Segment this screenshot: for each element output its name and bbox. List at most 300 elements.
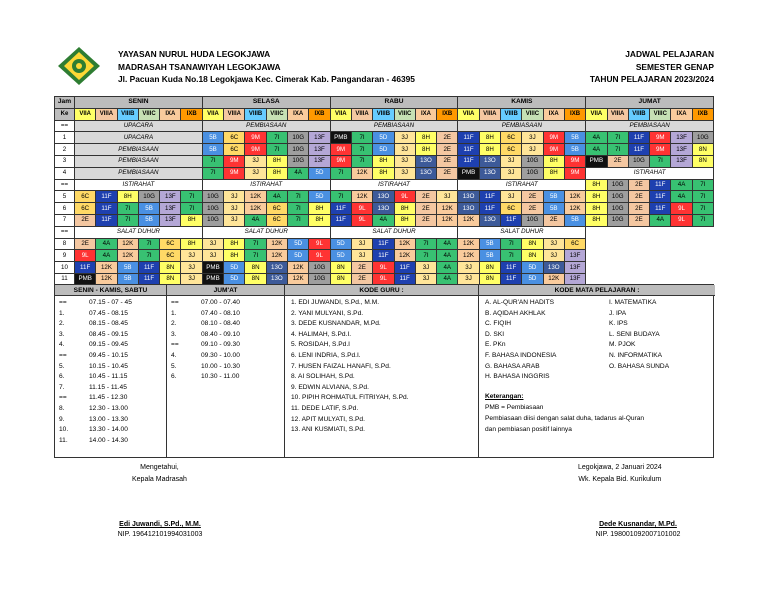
lesson-cell: 12K [543, 273, 564, 285]
lesson-cell: PMB [330, 132, 351, 144]
lesson-cell: 4A [650, 214, 671, 226]
time-range: 10.45 - 11.15 [89, 373, 128, 381]
lesson-cell: 11F [394, 273, 415, 285]
subject-codes-header: KODE MATA PELAJARAN : [479, 285, 715, 296]
lesson-cell: 7I [288, 191, 309, 203]
pembiasaan-span: PEMBIASAAN [330, 120, 458, 132]
lesson-cell: 9M [224, 155, 245, 167]
class-header: IXB [692, 108, 713, 120]
lesson-cell: 8H [586, 203, 607, 215]
lesson-cell: 9M [330, 144, 351, 156]
lesson-cell: 5D [373, 132, 394, 144]
class-header: VIIIA [224, 108, 245, 120]
lesson-cell: 7I [501, 238, 522, 250]
salat-span: SALAT DUHUR [75, 226, 203, 238]
time-number: 2. [59, 320, 65, 328]
time-number: == [171, 341, 179, 349]
lesson-cell: 7I [607, 144, 628, 156]
lesson-cell: PMB [586, 155, 607, 167]
teacher-codes [285, 285, 479, 457]
lesson-cell: 11F [501, 273, 522, 285]
lesson-cell: 8H [394, 214, 415, 226]
lesson-cell: 8H [117, 191, 138, 203]
lesson-cell: 13F [160, 214, 181, 226]
subject-item: C. FIQIH [485, 320, 512, 328]
right-signer-name: Dede Kusnandar, M.Pd. [599, 521, 677, 528]
lesson-cell: 11F [96, 214, 117, 226]
lesson-cell: 4A [586, 144, 607, 156]
lesson-cell: 9L [373, 273, 394, 285]
lesson-cell: 8N [330, 273, 351, 285]
right-footer [578, 462, 662, 486]
lesson-cell: 4A [266, 191, 287, 203]
class-header: VIIA [586, 108, 607, 120]
lesson-cell: 9M [650, 144, 671, 156]
lesson-cell: 9M [245, 144, 266, 156]
lesson-cell: 12K [351, 167, 372, 179]
lesson-cell: 4A [373, 214, 394, 226]
lesson-cell: 8H [224, 238, 245, 250]
lesson-cell: 3J [245, 155, 266, 167]
lesson-cell: 7I [415, 250, 436, 262]
lesson-cell: 12K [458, 250, 479, 262]
time-range: 10.00 - 10.30 [201, 362, 240, 370]
subject-item: N. INFORMATIKA [609, 352, 662, 359]
left-footer [132, 462, 187, 486]
lesson-cell: 3J [394, 167, 415, 179]
time-range: 08.10 - 08.40 [201, 320, 240, 328]
lesson-cell: 9M [245, 132, 266, 144]
lesson-cell: 9L [309, 250, 330, 262]
lesson-cell: 2E [75, 238, 96, 250]
lesson-cell: 3J [202, 250, 223, 262]
lesson-cell: 13F [564, 262, 585, 274]
lesson-cell: 3J [458, 262, 479, 274]
lesson-cell: 7I [692, 191, 713, 203]
lesson-cell: 3J [394, 144, 415, 156]
class-header: VIIIB [628, 108, 649, 120]
lesson-cell: 8N [522, 238, 543, 250]
lesson-cell: 3J [501, 191, 522, 203]
class-header: VIIIA [607, 108, 628, 120]
time-range: 07.00 - 07.40 [201, 299, 240, 306]
lesson-cell: 4A [437, 250, 458, 262]
lesson-cell: 11F [628, 132, 649, 144]
time-friday-header: JUM'AT [167, 285, 284, 296]
lesson-cell: PMB [202, 273, 223, 285]
lesson-cell: 8H [479, 144, 500, 156]
lesson-cell: 2E [437, 167, 458, 179]
lesson-cell: 7I [692, 214, 713, 226]
lesson-cell: 8N [479, 262, 500, 274]
time-range: 10.30 - 11.00 [201, 373, 240, 381]
salat-span: SALAT DUHUR [202, 226, 330, 238]
time-number: 9. [59, 415, 65, 423]
lesson-cell: 10G [138, 191, 159, 203]
subject-item: B. AQIDAH AKHLAK [485, 309, 546, 317]
teacher-item: 4. HALIMAH, S.Pd.I. [291, 330, 352, 338]
lesson-cell: 3J [458, 273, 479, 285]
time-friday [167, 285, 285, 457]
salat-span: SALAT DUHUR [330, 226, 458, 238]
left-signer-name: Edi Juwandi, S.Pd., M.M. [119, 521, 201, 528]
lesson-cell: 9M [650, 132, 671, 144]
lesson-cell: 5B [564, 214, 585, 226]
lesson-cell: 5B [564, 144, 585, 156]
lesson-cell: 12K [351, 191, 372, 203]
subject-item: G. BAHASA ARAB [485, 362, 540, 370]
lesson-cell: 8H [373, 155, 394, 167]
lesson-cell: 11F [138, 273, 159, 285]
lesson-cell: 10G [202, 203, 223, 215]
lesson-cell: 6C [224, 132, 245, 144]
row-number: == [55, 179, 75, 191]
lesson-cell: 11F [650, 203, 671, 215]
time-number: 4. [59, 341, 65, 349]
schedule-table-wrap [54, 96, 714, 286]
lesson-cell: 2E [437, 132, 458, 144]
lesson-cell: 9L [394, 191, 415, 203]
lesson-cell: 2E [437, 155, 458, 167]
lesson-cell: 2E [543, 214, 564, 226]
class-header: VIIA [458, 108, 479, 120]
time-range: 13.00 - 13.30 [89, 415, 128, 423]
class-header: VIIA [202, 108, 223, 120]
lesson-cell: 12K [266, 238, 287, 250]
class-header: IXA [288, 108, 309, 120]
note-title: Keterangan: [485, 393, 524, 400]
day-header: RABU [330, 97, 458, 109]
row-number: 2 [55, 144, 75, 156]
lesson-cell: 5B [202, 132, 223, 144]
teacher-item: 1. EDI JUWANDI, S.Pd., M.M. [291, 299, 380, 306]
lesson-cell: 10G [288, 132, 309, 144]
time-number: 10. [59, 426, 69, 434]
lesson-cell: 8N [245, 262, 266, 274]
lesson-cell: 12K [458, 238, 479, 250]
lesson-cell: 3J [181, 273, 202, 285]
lesson-cell: 11F [479, 203, 500, 215]
istirahat-span: ISTIRAHAT [458, 179, 586, 191]
lesson-cell: 9M [564, 155, 585, 167]
lesson-cell: PMB [458, 167, 479, 179]
lesson-cell: 5D [224, 273, 245, 285]
lesson-cell: 5B [117, 273, 138, 285]
lesson-cell: 9M [564, 167, 585, 179]
lesson-cell: 11F [96, 203, 117, 215]
lesson-cell: 8N [522, 250, 543, 262]
lesson-cell: 5D [373, 144, 394, 156]
info-panel [54, 284, 714, 458]
lesson-cell: 7I [181, 203, 202, 215]
lesson-cell: 8H [394, 203, 415, 215]
lesson-cell: 3J [415, 273, 436, 285]
lesson-cell: 5D [330, 238, 351, 250]
lesson-cell: 3J [522, 132, 543, 144]
subject-item: A. AL-QUR'AN HADITS [485, 299, 555, 306]
lesson-cell: 7I [117, 214, 138, 226]
class-header: VIIIC [394, 108, 415, 120]
lesson-cell: 4A [96, 250, 117, 262]
lesson-cell: 7I [330, 167, 351, 179]
lesson-cell: 10G [607, 203, 628, 215]
time-range: 09.10 - 09.30 [201, 341, 240, 349]
time-range: 07.15 - 07 - 45 [89, 299, 132, 306]
row-number: == [55, 120, 75, 132]
lesson-cell: 13F [309, 144, 330, 156]
class-header: VIIA [330, 108, 351, 120]
pembiasaan-span: PEMBIASAAN [458, 120, 586, 132]
lesson-cell: 5B [543, 191, 564, 203]
lesson-cell: 2E [607, 155, 628, 167]
row-number: 3 [55, 155, 75, 167]
lesson-cell: 13O [415, 155, 436, 167]
lesson-cell: 9M [543, 144, 564, 156]
lesson-cell: 3J [351, 238, 372, 250]
lesson-cell: 6C [266, 214, 287, 226]
lesson-cell: 3J [501, 155, 522, 167]
time-mon-thu-header: SENIN - KAMIS, SABTU [55, 285, 166, 296]
class-header: IXB [437, 108, 458, 120]
time-number: 6. [171, 373, 177, 381]
lesson-cell: 7I [117, 203, 138, 215]
lesson-cell: 11F [75, 262, 96, 274]
lesson-cell: 12K [564, 203, 585, 215]
lesson-cell: 8H [479, 132, 500, 144]
lesson-cell: 13O [458, 203, 479, 215]
teacher-item: 10. PIPIH ROHMATUL FITRIYAH, S.Pd. [291, 394, 409, 402]
teacher-codes-header: KODE GURU : [285, 285, 478, 296]
note-1: PMB = Pembiasaan [485, 404, 544, 411]
lesson-cell: 3J [543, 238, 564, 250]
document-title [590, 48, 714, 86]
lesson-cell: 6C [564, 238, 585, 250]
lesson-cell: 12K [437, 214, 458, 226]
row-number: 10 [55, 262, 75, 274]
lesson-cell: 3J [224, 203, 245, 215]
right-date: Legokjawa, 2 Januari 2024 [578, 464, 662, 471]
class-header: VIIIA [479, 108, 500, 120]
class-header: VIIIC [522, 108, 543, 120]
class-header: VIIIC [650, 108, 671, 120]
lesson-cell: 7I [288, 203, 309, 215]
time-range: 08.45 - 09.15 [89, 330, 128, 338]
class-header: VIIIB [245, 108, 266, 120]
lesson-cell: 10G [607, 191, 628, 203]
lesson-cell: 7I [415, 238, 436, 250]
lesson-cell: 13O [479, 214, 500, 226]
lesson-cell: 11F [330, 214, 351, 226]
lesson-cell: 6C [501, 203, 522, 215]
lesson-cell: 3J [181, 250, 202, 262]
span-cell: ISTIRAHAT [586, 167, 714, 179]
time-number: 5. [59, 362, 65, 370]
lesson-cell: 2E [415, 203, 436, 215]
lesson-cell: 13O [266, 262, 287, 274]
time-mon-thu [55, 285, 167, 457]
lesson-cell: 5B [117, 262, 138, 274]
row-number: 4 [55, 167, 75, 179]
lesson-cell: 6C [75, 203, 96, 215]
teacher-item: 2. YANI MULYANI, S.Pd. [291, 309, 364, 317]
lesson-cell: 13F [160, 191, 181, 203]
lesson-cell: 5D [309, 167, 330, 179]
lesson-cell: 9L [671, 203, 692, 215]
lesson-cell: 5B [479, 250, 500, 262]
time-range: 07.45 - 08.15 [89, 309, 128, 317]
lesson-cell: 5D [309, 191, 330, 203]
lesson-cell: 9L [351, 203, 372, 215]
lesson-cell: 2E [628, 214, 649, 226]
span-cell: PEMBIASAAN [75, 167, 203, 179]
lesson-cell: 10G [628, 155, 649, 167]
time-range: 09.45 - 10.15 [89, 352, 128, 359]
class-header: VIIA [75, 108, 96, 120]
class-header: IXA [160, 108, 181, 120]
lesson-cell: 11F [501, 214, 522, 226]
subject-codes [479, 285, 715, 457]
lesson-cell: 2E [522, 203, 543, 215]
lesson-cell: 4A [96, 238, 117, 250]
time-number: 2. [171, 320, 177, 328]
lesson-cell: 4A [245, 214, 266, 226]
school-logo-icon [56, 46, 102, 86]
left-signer-nip: NIP. 196412101994031003 [117, 531, 203, 538]
org-name: YAYASAN NURUL HUDA LEGOKJAWA [118, 49, 271, 59]
time-number: == [59, 299, 67, 306]
lesson-cell: 6C [75, 191, 96, 203]
lesson-cell: 8H [586, 191, 607, 203]
lesson-cell: 4A [288, 167, 309, 179]
time-range: 07.40 - 08.10 [201, 309, 240, 317]
lesson-cell: 4A [671, 179, 692, 191]
lesson-cell: 5D [288, 238, 309, 250]
school-address: Jl. Pacuan Kuda No.18 Legokjawa Kec. Cimerak Kab. Pangandaran - 46395 [118, 74, 415, 84]
lesson-cell: 10G [692, 132, 713, 144]
right-signature [578, 520, 698, 540]
lesson-cell: 13O [479, 167, 500, 179]
lesson-cell: 12K [288, 262, 309, 274]
lesson-cell: 2E [415, 191, 436, 203]
lesson-cell: 11F [458, 132, 479, 144]
subject-item: F. BAHASA INDONESIA [485, 352, 557, 359]
lesson-cell: 10G [522, 155, 543, 167]
subject-item: D. SKI [485, 330, 505, 338]
teacher-item: 8. AI SOLIHAH, S.Pd. [291, 373, 355, 381]
istirahat-span: ISTIRAHAT [202, 179, 330, 191]
lesson-cell: 3J [437, 191, 458, 203]
lesson-cell: 8N [479, 273, 500, 285]
lesson-cell: 2E [415, 214, 436, 226]
day-header: SELASA [202, 97, 330, 109]
time-range: 08.40 - 09.10 [201, 330, 240, 338]
lesson-cell: 8H [181, 238, 202, 250]
time-number: 1. [171, 309, 177, 317]
lesson-cell: 7I [650, 155, 671, 167]
lesson-cell: 3J [202, 238, 223, 250]
lesson-cell: 11F [479, 191, 500, 203]
time-range: 09.30 - 10.00 [201, 352, 240, 359]
lesson-cell: 7I [692, 179, 713, 191]
lesson-cell: 12K [564, 191, 585, 203]
time-number: 1. [59, 309, 65, 317]
lesson-cell: 7I [607, 132, 628, 144]
class-header: VIIIB [373, 108, 394, 120]
note-3: dan pembiasan positif lainnya [485, 426, 572, 433]
time-range: 12.30 - 13.00 [89, 405, 128, 412]
class-header: IXB [564, 108, 585, 120]
lesson-cell: 10G [607, 214, 628, 226]
row-number: 1 [55, 132, 75, 144]
lesson-cell: 5D [288, 250, 309, 262]
lesson-cell: 12K [245, 191, 266, 203]
row-number: 9 [55, 250, 75, 262]
lesson-cell: 13O [373, 191, 394, 203]
left-signature [100, 520, 220, 540]
lesson-cell: 12K [117, 250, 138, 262]
lesson-cell: 7I [138, 250, 159, 262]
lesson-cell: 8H [586, 179, 607, 191]
subject-item: J. IPA [609, 309, 627, 317]
lesson-cell: PMB [202, 262, 223, 274]
lesson-cell: 5B [479, 238, 500, 250]
time-number: 5. [171, 362, 177, 370]
lesson-cell: 8H [415, 144, 436, 156]
lesson-cell: 11F [96, 191, 117, 203]
teacher-item: 6. LENI INDRIA, S.Pd.I. [291, 352, 361, 359]
lesson-cell: PMB [75, 273, 96, 285]
lesson-cell: 3J [415, 262, 436, 274]
lesson-cell: 7I [138, 238, 159, 250]
subject-item: O. BAHASA SUNDA [609, 362, 670, 370]
lesson-cell: 8H [543, 167, 564, 179]
lesson-cell: 9M [543, 132, 564, 144]
lesson-cell: 9L [373, 262, 394, 274]
lesson-cell: 7I [245, 238, 266, 250]
class-header: IXB [181, 108, 202, 120]
lesson-cell: 10G [607, 179, 628, 191]
teacher-item: 7. HUSEN FAIZAL HANAFI, S.Pd. [291, 362, 391, 370]
lesson-cell: 10G [202, 191, 223, 203]
teacher-item: 9. EDWIN ALVIANA, S.Pd. [291, 383, 369, 391]
class-header: VIIIA [351, 108, 372, 120]
teacher-item: 11. DEDE LATIF, S.Pd. [291, 405, 359, 412]
lesson-cell: 5B [138, 214, 159, 226]
note-2: Pembiasaan diisi dengan salat duha, tadarus al-Quran [485, 415, 645, 422]
lesson-cell: 3J [224, 191, 245, 203]
lesson-cell: 12K [96, 273, 117, 285]
lesson-cell: 7I [351, 155, 372, 167]
lesson-cell: 6C [501, 132, 522, 144]
lesson-cell: 7I [501, 250, 522, 262]
lesson-cell: 2E [522, 191, 543, 203]
lesson-cell: 6C [266, 203, 287, 215]
lesson-cell: 5D [522, 273, 543, 285]
lesson-cell: 11F [373, 238, 394, 250]
lesson-cell: 7I [351, 144, 372, 156]
lesson-cell: 13F [671, 132, 692, 144]
lesson-cell: 3J [351, 250, 372, 262]
lesson-cell: 9L [351, 214, 372, 226]
lesson-cell: 6C [160, 238, 181, 250]
lesson-cell: 3J [522, 144, 543, 156]
lesson-cell: 8H [586, 214, 607, 226]
span-cell: PEMBIASAAN [75, 144, 203, 156]
time-number: 7. [59, 383, 65, 391]
lesson-cell: 12K [117, 238, 138, 250]
time-number: == [59, 352, 67, 359]
class-header: IXA [671, 108, 692, 120]
